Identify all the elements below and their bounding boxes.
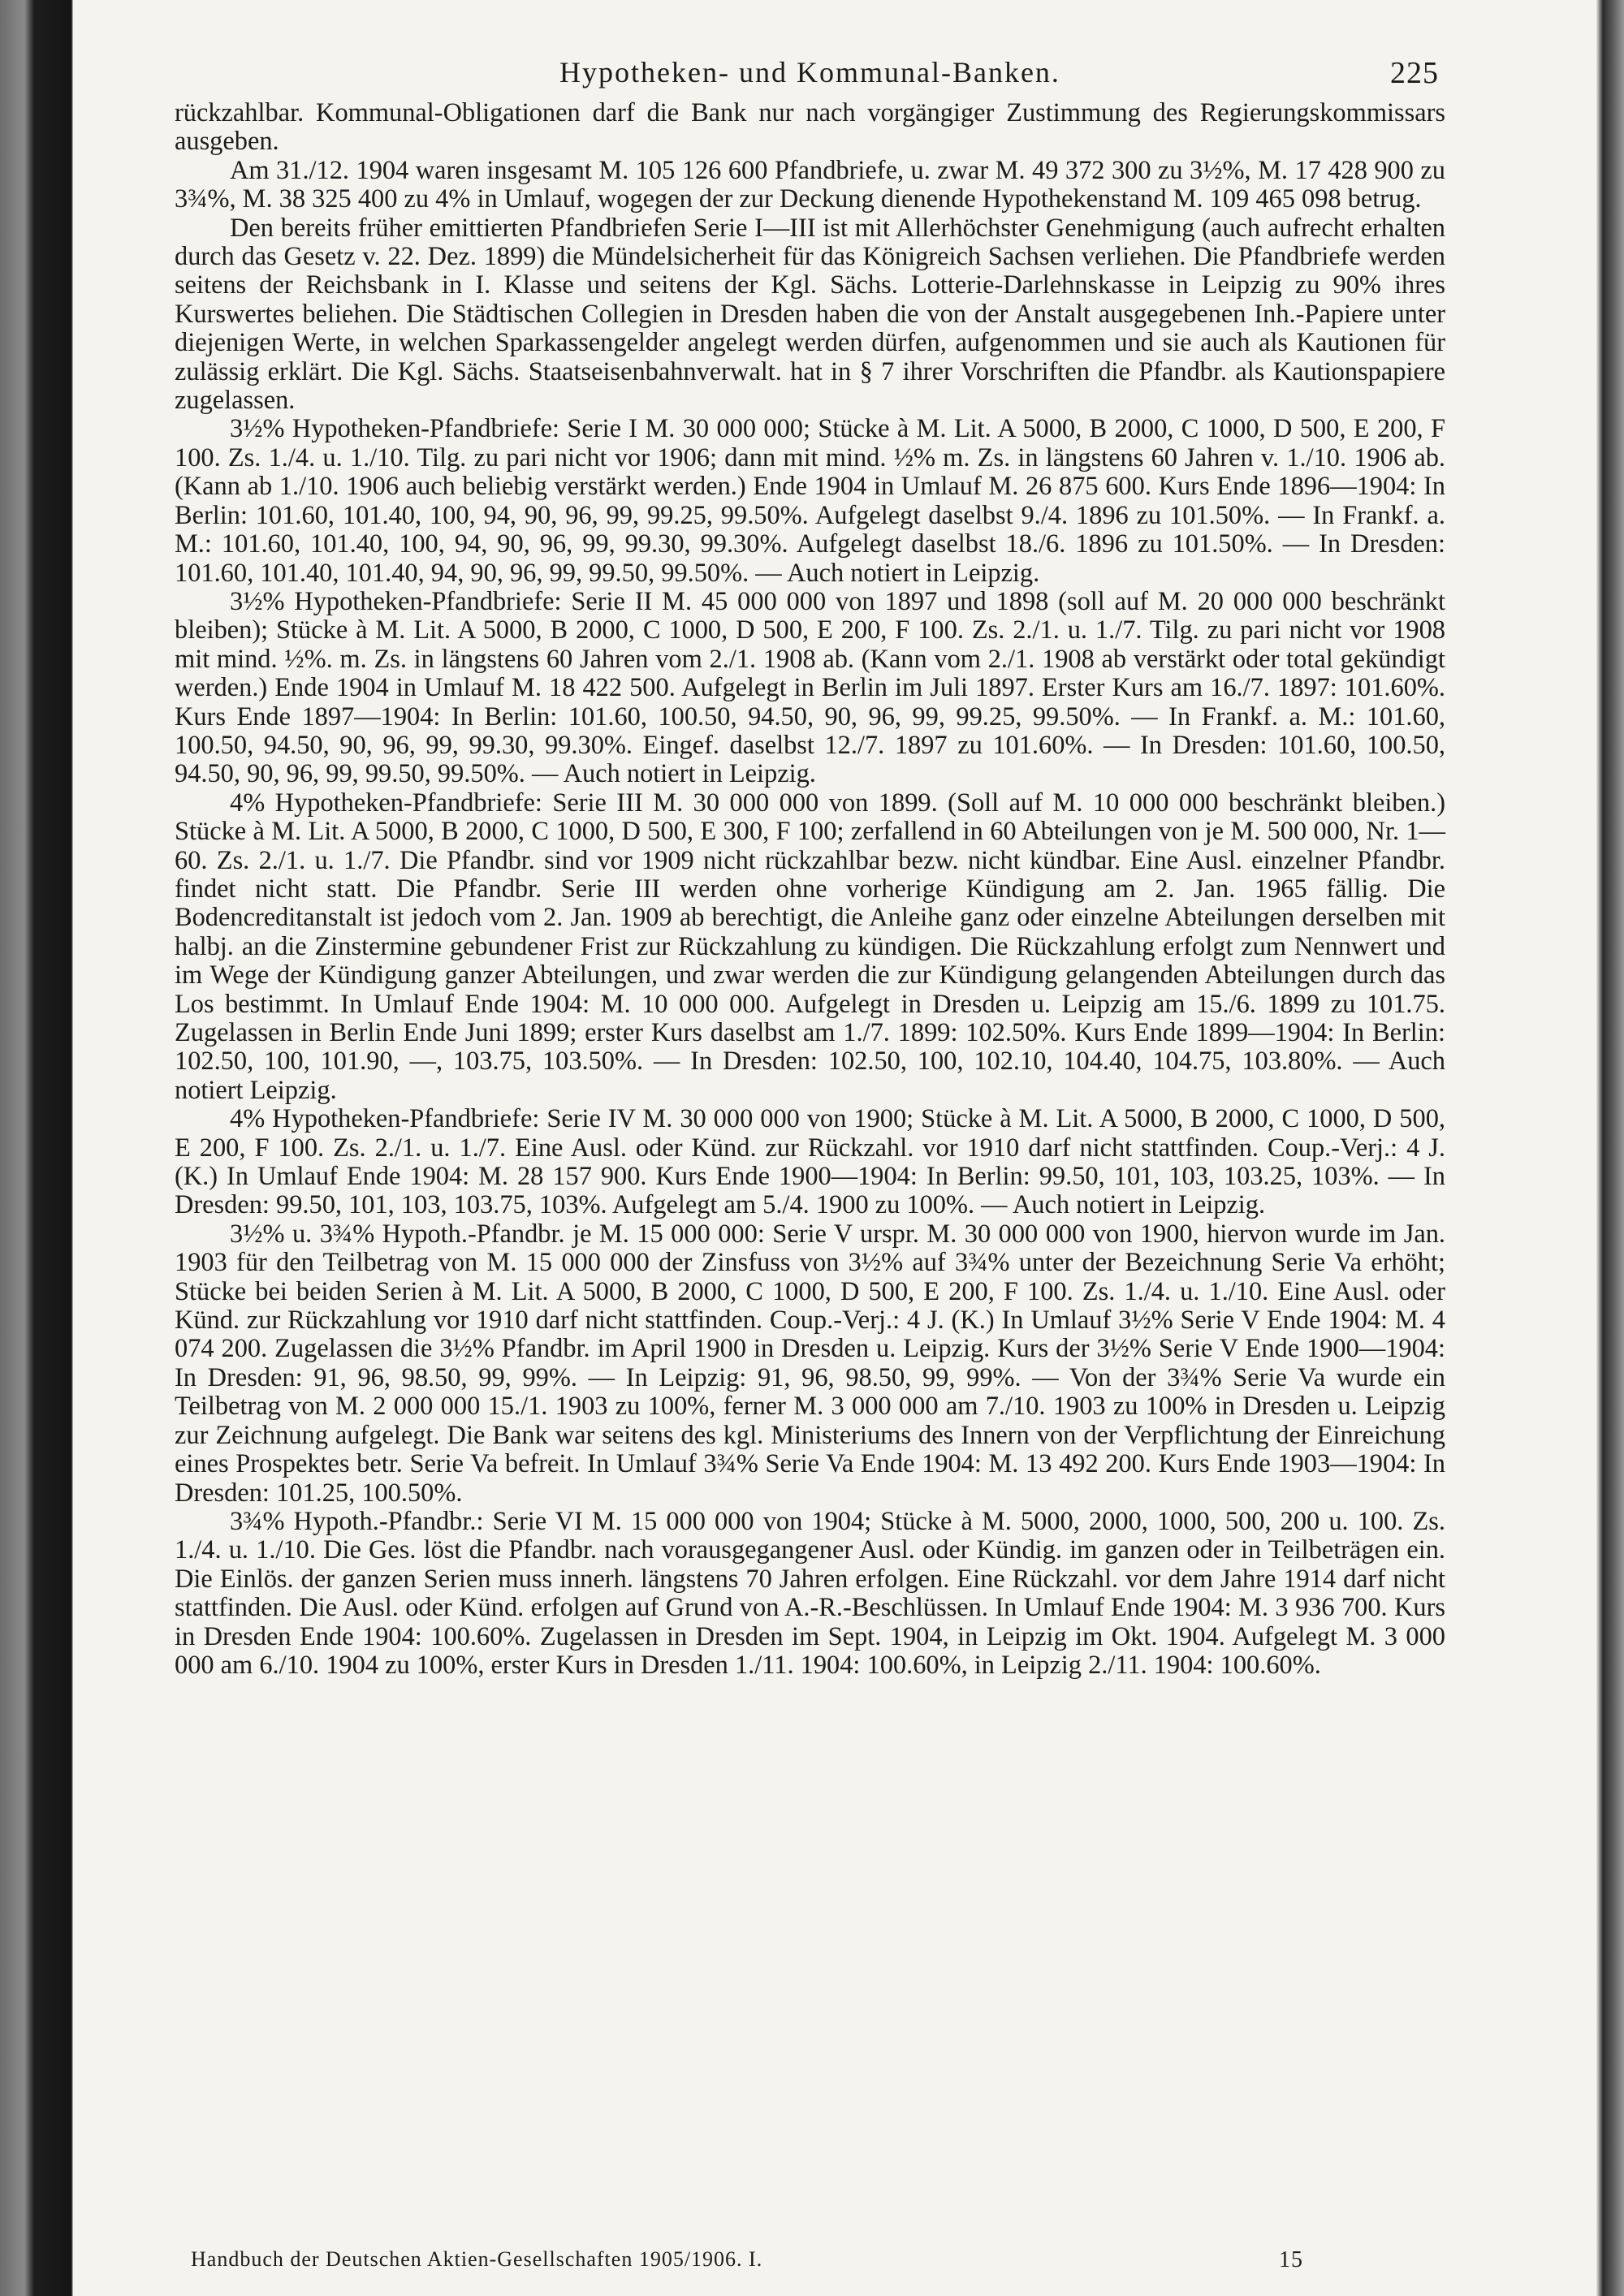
paragraph: 3½% u. 3¾% Hypoth.-Pfandbr. je M. 15 000 000: Serie V urspr. M. 30 000 000 von 1900, hiervon wurde im Jan. 1903 für den Teilbetrag von M. 15 000 000 der Zinsfuss von 3½% auf 3¾% unter der Bezeichnung Serie Va erhöht; Stücke bei beiden Serien à M. Lit. A 5000, B 2000, C 1000, D 500, E 200, F 100. Zs. 1./4. u. 1./10. Eine Ausl. oder Künd. zur Rückzahlung vor 1910 darf nicht stattfinden. Coup.-Verj.: 4 J. (K.) In Umlauf 3½% Serie V Ende 1904: M. 4 074 200. Zugelassen die 3½% Pfandbr. im April 1900 in Dresden u. Leipzig. Kurs der 3½% Serie V Ende 1900—1904: In Dresden: 91, 96, 98.50, 99, 99%. — In Leipzig: 91, 96, 98.50, 99, 99%. — Von der 3¾% Serie Va wurde ein Teilbetrag von M. 2 000 000 15./1. 1903 zu 100%, ferner M. 3 000 000 am 7./10. 1903 zu 100% in Dresden u. Leipzig zur Zeichnung aufgelegt. Die Bank war seitens des kgl. Ministeriums des Innern von der Verpflichtung der Einreichung eines Prospektes betr. Serie Va befreit. In Umlauf 3¾% Serie Va Ende 1904: M. 13 492 200. Kurs Ende 1903—1904: In Dresden: 101.25, 100.50%. (175, 1219, 1445, 1508)
paragraph: 4% Hypotheken-Pfandbriefe: Serie IV M. 30 000 000 von 1900; Stücke à M. Lit. A 5000, B 2000, C 1000, D 500, E 200, F 100. Zs. 2./1. u. 1./7. Eine Ausl. oder Künd. zur Rückzahl. vor 1910 darf nicht stattfinden. Coup.-Verj.: 4 J. (K.) In Umlauf Ende 1904: M. 28 157 900. Kurs Ende 1900—1904: In Berlin: 99.50, 101, 103, 103.25, 103%. — In Dresden: 99.50, 101, 103, 103.75, 103%. Aufgelegt am 5./4. 1900 zu 100%. — Auch notiert in Leipzig. (175, 1104, 1445, 1220)
paragraph: 3¾% Hypoth.-Pfandbr.: Serie VI M. 15 000 000 von 1904; Stücke à M. 5000, 2000, 1000, 500, 200 u. 100. Zs. 1./4. u. 1./10. Die Ges. löst die Pfandbr. nach vorausgegangener Ausl. oder Kündig. im ganzen oder in Teilbeträgen ein. Die Einlös. der ganzen Serien muss innerh. längstens 70 Jahren erfolgen. Eine Rückzahl. vor dem Jahre 1914 darf nicht stattfinden. Die Ausl. oder Künd. erfolgen auf Grund von A.-R.-Beschlüssen. In Umlauf Ende 1904: M. 3 936 700. Kurs in Dresden Ende 1904: 100.60%. Zugelassen in Dresden im Sept. 1904, in Leipzig im Okt. 1904. Aufgelegt M. 3 000 000 am 6./10. 1904 zu 100%, erster Kurs in Dresden 1./11. 1904: 100.60%, in Leipzig 2./11. 1904: 100.60%. (175, 1506, 1445, 1680)
paragraph: Den bereits früher emittierten Pfandbriefen Serie I—III ist mit Allerhöchster Genehmigung (auch aufrecht erhalten durch das Gesetz v. 22. Dez. 1899) die Mündelsicherheit für das Königreich Sachsen verliehen. Die Pfandbriefe werden seitens der Reichsbank in I. Klasse und seitens der Kgl. Sächs. Lotterie-Darlehnskasse in Leipzig zu 90% ihres Kurswertes beliehen. Die Städtischen Collegien in Dresden haben die von der Anstalt ausgegebenen Inh.-Papiere unter diejenigen Werte, in welchen Sparkassengelder angelegt werden dürfen, aufgenommen und sie auch als Kautionen für zulässig erklärt. Die Kgl. Sächs. Staatseisenbahnverwalt. hat in § 7 ihrer Vorschriften die Pfandbr. als Kautionspapiere zugelassen. (175, 213, 1445, 416)
body-text (175, 99, 1445, 1680)
footer-signature-mark: 15 (1279, 2247, 1303, 2272)
footer-source: Handbuch der Deutschen Aktien-Gesellschaften 1905/1906. I. (191, 2247, 763, 2271)
scan-page-edge (1596, 0, 1624, 2296)
scan-binding-edge (0, 0, 73, 2296)
paragraph: 4% Hypotheken-Pfandbriefe: Serie III M. 30 000 000 von 1899. (Soll auf M. 10 000 000 beschränkt bleiben.) Stücke à M. Lit. A 5000, B 2000, C 1000, D 500, E 300, F 100; zerfallend in 60 Abteilungen von je M. 500 000, Nr. 1—60. Zs. 2./1. u. 1./7. Die Pfandbr. sind vor 1909 nicht rückzahlbar bezw. nicht kündbar. Eine Ausl. einzelner Pfandbr. findet nicht statt. Die Pfandbr. Serie III werden ohne vorherige Kündigung am 2. Jan. 1965 fällig. Die Bodencreditanstalt ist jedoch vom 2. Jan. 1909 ab berechtigt, die Anleihe ganz oder einzelne Abteilungen derselben mit halbj. an die Zinstermine gebundener Frist zur Rückzahlung zu kündigen. Die Rückzahlung erfolgt zum Nennwert und im Wege der Kündigung ganzer Abteilungen, und zwar werden die zur Kündigung gelangenden Abteilungen durch das Los bestimmt. In Umlauf Ende 1904: M. 10 000 000. Aufgelegt in Dresden u. Leipzig am 15./6. 1899 zu 101.75. Zugelassen in Berlin Ende Juni 1899; erster Kurs daselbst am 1./7. 1899: 102.50%. Kurs Ende 1899—1904: In Berlin: 102.50, 100, 101.90, —, 103.75, 103.50%. — In Dresden: 102.50, 100, 102.10, 104.40, 104.75, 103.80%. — Auch notiert Leipzig. (175, 788, 1445, 1105)
running-head (175, 49, 1445, 99)
paragraph: Am 31./12. 1904 waren insgesamt M. 105 126 600 Pfandbriefe, u. zwar M. 49 372 300 zu 3½%, M. 17 428 900 zu 3¾%, M. 38 325 400 zu 4% in Umlauf, wogegen der zur Deckung dienende Hypothekenstand M. 109 465 098 betrug. (175, 155, 1445, 214)
page-title: Hypotheken- und Kommunal-Banken. (559, 56, 1060, 88)
paragraph: rückzahlbar. Kommunal-Obligationen darf die Bank nur nach vorgängiger Zustimmung des Regierungskommissars ausgeben. (175, 98, 1445, 157)
page-number: 225 (1390, 56, 1439, 90)
paragraph: 3½% Hypotheken-Pfandbriefe: Serie II M. 45 000 000 von 1897 und 1898 (soll auf M. 20 000 000 beschränkt bleiben); Stücke à M. Lit. A 5000, B 2000, C 1000, D 500, E 200, F 100. Zs. 2./1. u. 1./7. Tilg. zu pari nicht vor 1908 mit mind. ½%. m. Zs. in längstens 60 Jahren vom 2./1. 1908 ab. (Kann vom 2./1. 1908 ab verstärkt oder total gekündigt werden.) Ende 1904 in Umlauf M. 18 422 500. Aufgelegt in Berlin im Juli 1897. Erster Kurs am 16./7. 1897: 101.60%. Kurs Ende 1897—1904: In Berlin: 101.60, 100.50, 94.50, 90, 96, 99, 99.25, 99.50%. — In Frankf. a. M.: 101.60, 100.50, 94.50, 90, 96, 99, 99.30, 99.30%. Eingef. daselbst 12./7. 1897 zu 101.60%. — In Dresden: 101.60, 100.50, 94.50, 90, 96, 99, 99.50, 99.50%. — Auch notiert in Leipzig. (175, 586, 1445, 789)
page (175, 49, 1445, 1680)
paragraph: 3½% Hypotheken-Pfandbriefe: Serie I M. 30 000 000; Stücke à M. Lit. A 5000, B 2000, C 1000, D 500, E 200, F 100. Zs. 1./4. u. 1./10. Tilg. zu pari nicht vor 1906; dann mit mind. ½% m. Zs. in längstens 60 Jahren v. 1./10. 1906 ab. (Kann ab 1./10. 1906 auch beliebig verstärkt werden.) Ende 1904 in Umlauf M. 26 875 600. Kurs Ende 1896—1904: In Berlin: 101.60, 101.40, 100, 94, 90, 96, 99, 99.25, 99.50%. Aufgelegt daselbst 9./4. 1896 zu 101.50%. — In Frankf. a. M.: 101.60, 101.40, 100, 94, 90, 96, 99, 99.30, 99.30%. Aufgelegt daselbst 18./6. 1896 zu 101.50%. — In Dresden: 101.60, 101.40, 101.40, 94, 90, 96, 99, 99.50, 99.50%. — Auch notiert in Leipzig. (175, 414, 1445, 588)
